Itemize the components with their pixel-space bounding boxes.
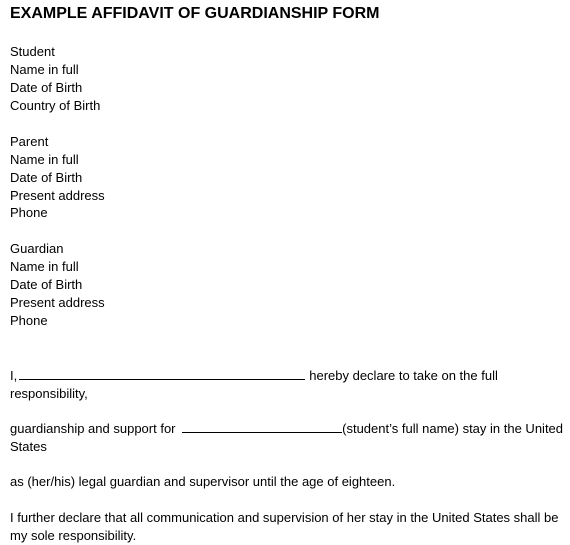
guardian-phone-label: Phone (10, 313, 48, 328)
guardian-heading: Guardian (10, 241, 64, 256)
parent-address-label: Present address (10, 188, 105, 203)
student-name-blank[interactable] (182, 419, 342, 433)
parent-heading: Parent (10, 134, 49, 149)
document-title: EXAMPLE AFFIDAVIT OF GUARDIANSHIP FORM (10, 5, 380, 22)
guardian-dob-label: Date of Birth (10, 277, 83, 292)
guardian-name-blank[interactable] (19, 366, 305, 380)
declaration-paragraph-1 (10, 366, 566, 403)
declaration-paragraph-2 (10, 419, 566, 456)
student-country-label: Country of Birth (10, 98, 101, 113)
declaration-p1-end: hereby declare to take on the full responsibility, (10, 368, 498, 401)
parent-dob-label: Date of Birth (10, 170, 83, 185)
declaration-paragraph-3: as (her/his) legal guardian and supervisor until the age of eighteen. (10, 474, 396, 489)
guardian-name-label: Name in full (10, 259, 79, 274)
parent-name-label: Name in full (10, 152, 79, 167)
declaration-p2-start: guardianship and support for (10, 421, 176, 436)
student-dob-label: Date of Birth (10, 80, 83, 95)
declaration-p2-end: (student’s full name) stay in the United States (10, 421, 564, 454)
student-name-label: Name in full (10, 62, 79, 77)
declaration-paragraph-4: I further declare that all communication and supervision of her stay in the United States shall be my sole responsibility. (10, 510, 559, 543)
guardian-address-label: Present address (10, 295, 105, 310)
student-heading: Student (10, 44, 55, 59)
parent-phone-label: Phone (10, 205, 48, 220)
declaration-p1-start: I, (10, 368, 18, 383)
